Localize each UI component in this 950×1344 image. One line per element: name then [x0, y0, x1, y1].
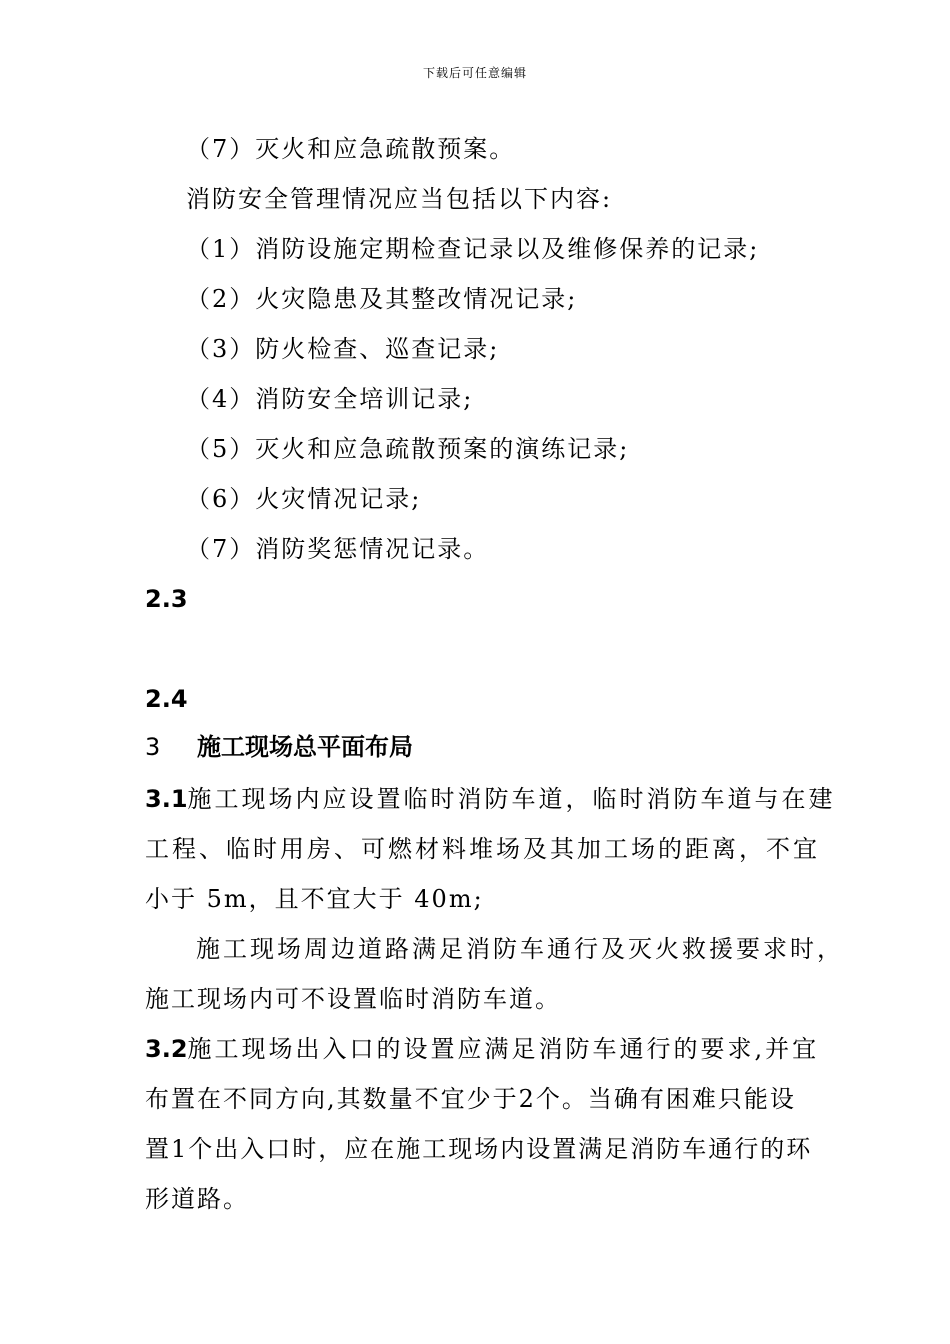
list-line-2: （2）火灾隐患及其整改情况记录;	[186, 285, 578, 313]
section-3-2-number: 3.2	[145, 1035, 188, 1063]
section-3-1-line-2: 工程、临时用房、可燃材料堆场及其加工场的距离，不宜	[145, 835, 820, 863]
section-3-2-line-1	[145, 1034, 819, 1064]
header-note: 下载后可任意编辑	[422, 66, 527, 80]
section-3-1-line-1	[145, 784, 836, 814]
section-3-1-line-3: 小于 5m，且不宜大于 40m;	[145, 885, 484, 913]
list-line-7: （7）消防奖惩情况记录。	[186, 535, 490, 563]
section-2-4: 2.4	[145, 685, 188, 713]
list-line-3: （3）防火检查、巡查记录;	[186, 335, 500, 363]
paragraph-line-1: 施工现场周边道路满足消防车通行及灭火救援要求时，	[196, 935, 844, 963]
section-3-1-text: 施工现场内应设置临时消防车道，临时消防车道与在建	[187, 785, 836, 813]
section-3-2-text: 施工现场出入口的设置应满足消防车通行的要求,并宜	[187, 1035, 820, 1063]
section-3-2-line-4: 形道路。	[145, 1185, 249, 1213]
management-intro: 消防安全管理情况应当包括以下内容:	[186, 185, 613, 213]
list-line-1: （1）消防设施定期检查记录以及维修保养的记录;	[186, 235, 760, 263]
list-line-4: （4）消防安全培训记录;	[186, 385, 474, 413]
section-3-number: 3	[145, 733, 161, 761]
list-line-7-plan: （7）灭火和应急疏散预案。	[186, 135, 516, 163]
section-2-3: 2.3	[145, 585, 188, 613]
section-3-2-line-3: 置1个出入口时，应在施工现场内设置满足消防车通行的环	[145, 1135, 813, 1163]
section-3-title: 施工现场总平面布局	[197, 733, 413, 761]
section-3-2-line-2: 布置在不同方向,其数量不宜少于2个。当确有困难只能设	[145, 1085, 796, 1113]
paragraph-line-2: 施工现场内可不设置临时消防车道。	[145, 985, 561, 1013]
list-line-6: （6）火灾情况记录;	[186, 485, 422, 513]
section-3-1-number: 3.1	[145, 785, 188, 813]
section-3-heading	[145, 732, 413, 762]
list-line-5: （5）灭火和应急疏散预案的演练记录;	[186, 435, 630, 463]
